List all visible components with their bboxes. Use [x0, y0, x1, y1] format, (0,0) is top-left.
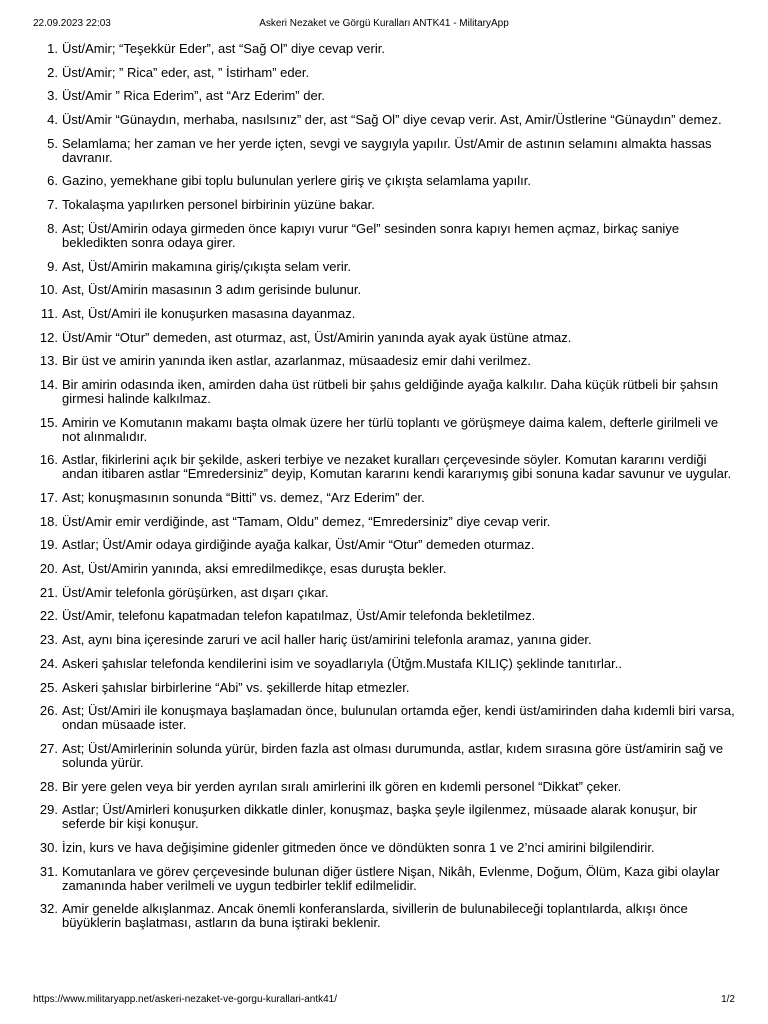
list-item-number: 9.: [47, 258, 58, 274]
list-item-text: Bir amirin odasında iken, amirden daha üst rütbeli bir şahıs geldiğinde ayağa kalkılır. Daha küçük rütbeli bir şahsın girmesi halinde kalkılmaz.: [62, 376, 719, 406]
list-item-number: 31.: [39, 863, 58, 879]
page-title: Askeri Nezaket ve Görgü Kuralları ANTK41 - MilitaryApp: [259, 18, 509, 29]
list-item-text: Ast, aynı bina içeresinde zaruri ve acil haller hariç üst/amirini telefonla aramaz, yanına gider.: [62, 632, 592, 648]
list-item: [0, 307, 735, 321]
list-item: [0, 89, 735, 103]
list-item-number: 4.: [47, 112, 58, 128]
list-item-text: Komutanlara ve görev çerçevesinde bulunan diğer üstlere Nişan, Nikâh, Evlenme, Doğum, Ölüm, Kaza gibi olaylar zamanında haber verilmeli ve uygun tedbirler teklif edilmelidir.: [62, 863, 720, 893]
list-item: [0, 222, 735, 250]
list-item-number: 20.: [39, 561, 58, 577]
list-item: [0, 681, 735, 695]
list-item: [0, 586, 735, 600]
list-item: [0, 42, 735, 56]
print-footer: [33, 993, 735, 1007]
list-item-text: Amirin ve Komutanın makamı başta olmak üzere her türlü toplantı ve görüşmeye daima kalem, defterle girilmeli ve not alınmalıdır.: [62, 414, 719, 444]
list-item-text: Ast; Üst/Amiri ile konuşmaya başlamadan önce, bulunulan ortamda eğer, kendi üst/amirinden daha kıdemli biri varsa, ondan müsaade ister.: [62, 703, 735, 733]
list-item-text: Ast; Üst/Amirlerinin solunda yürür, birden fazla ast olması durumunda, astlar, kıdem sırasına göre üst/amirin sağ ve solunda yürür.: [62, 740, 724, 770]
list-item: [0, 66, 735, 80]
list-item: [0, 841, 735, 855]
list-item-text: Askeri şahıslar birbirlerine “Abi” vs. şekillerde hitap etmezler.: [62, 679, 410, 695]
list-item-text: İzin, kurs ve hava değişimine gidenler gitmeden önce ve döndükten sonra 1 ve 2’nci amirini bilgilendirir.: [62, 839, 655, 855]
list-item-number: 8.: [47, 220, 58, 236]
list-item-text: Selamlama; her zaman ve her yerde içten, sevgi ve saygıyla yapılır. Üst/Amir de astının selamını almakta hassas davranır.: [62, 135, 712, 165]
list-item-text: Ast, Üst/Amirin yanında, aksi emredilmedikçe, esas duruşta bekler.: [62, 561, 447, 577]
list-item-number: 16.: [39, 452, 58, 468]
list-item-text: Ast, Üst/Amirin makamına giriş/çıkışta selam verir.: [62, 258, 351, 274]
list-item: [0, 633, 735, 647]
print-datetime: 22.09.2023 22:03: [33, 18, 111, 29]
print-header: [33, 17, 735, 31]
list-item-number: 22.: [39, 608, 58, 624]
list-item-text: Üst/Amir, telefonu kapatmadan telefon kapatılmaz, Üst/Amir telefonda bekletilmez.: [62, 608, 536, 624]
list-item-text: Üst/Amir “Otur” demeden, ast oturmaz, ast, Üst/Amirin yanında ayak ayak üstüne atmaz.: [62, 329, 572, 345]
list-item-number: 5.: [47, 135, 58, 151]
list-item: [0, 538, 735, 552]
list-item: [0, 283, 735, 297]
list-item: [0, 174, 735, 188]
list-item-number: 28.: [39, 778, 58, 794]
list-item: [0, 657, 735, 671]
list-item-number: 14.: [39, 376, 58, 392]
list-item-number: 21.: [39, 584, 58, 600]
list-item: [0, 515, 735, 529]
list-item: [0, 331, 735, 345]
list-item-text: Gazino, yemekhane gibi toplu bulunulan yerlere giriş ve çıkışta selamlama yapılır.: [62, 173, 531, 189]
list-item: [0, 198, 735, 212]
list-item: [0, 780, 735, 794]
list-item: [0, 137, 735, 165]
list-item-number: 25.: [39, 679, 58, 695]
list-item-text: Amir genelde alkışlanmaz. Ancak önemli konferanslarda, sivillerin de bulunabileceği toplantılarda, alkışı önce büyüklerin başlatması, astların da buna iştiraki beklenir.: [62, 901, 688, 931]
list-item-number: 26.: [39, 703, 58, 719]
list-item-text: Üst/Amir telefonla görüşürken, ast dışarı çıkar.: [62, 584, 329, 600]
list-item: [0, 491, 735, 505]
list-item-number: 27.: [39, 740, 58, 756]
list-item-text: Üst/Amir; ” Rica” eder, ast, ” İstirham” eder.: [62, 64, 310, 80]
list-item-number: 19.: [39, 537, 58, 553]
list-item-number: 17.: [39, 490, 58, 505]
list-item-number: 12.: [39, 329, 58, 345]
list-item-number: 32.: [39, 901, 58, 917]
list-item-number: 10.: [39, 282, 58, 298]
list-item-text: Ast; konuşmasının sonunda “Bitti” vs. demez, “Arz Ederim” der.: [62, 490, 425, 505]
list-item-text: Astlar; Üst/Amir odaya girdiğinde ayağa kalkar, Üst/Amir “Otur” demeden oturmaz.: [62, 537, 535, 553]
list-item: [0, 260, 735, 274]
list-item-text: Ast; Üst/Amirin odaya girmeden önce kapıyı vurur “Gel” sesinden sonra kapıyı hemen açmaz, birkaç saniye bekledikten sonra odaya girer.: [62, 220, 680, 250]
page-number: 1/2: [721, 994, 735, 1005]
list-item-text: Üst/Amir “Günaydın, merhaba, nasılsınız” der, ast “Sağ Ol” diye cevap verir. Ast, Amir/Üstlerine “Günaydın” demez.: [62, 112, 722, 128]
list-item: [0, 865, 735, 893]
list-item-number: 23.: [39, 632, 58, 648]
list-item: [0, 453, 735, 481]
list-item-number: 11.: [40, 305, 58, 321]
list-item-number: 30.: [39, 839, 58, 855]
list-item-number: 24.: [39, 655, 58, 671]
list-item-number: 6.: [47, 173, 58, 189]
list-item: [0, 354, 735, 368]
list-item-text: Üst/Amir ” Rica Ederim”, ast “Arz Ederim” der.: [62, 88, 325, 104]
list-item-text: Bir yere gelen veya bir yerden ayrılan sıralı amirlerini ilk gören en kıdemli personel “Dikkat” çeker.: [62, 778, 622, 794]
list-item-number: 1.: [47, 41, 58, 56]
list-item-number: 15.: [39, 414, 58, 430]
list-item-number: 18.: [39, 513, 58, 529]
list-item: [0, 803, 735, 831]
list-item-text: Tokalaşma yapılırken personel birbirinin yüzüne bakar.: [62, 197, 375, 213]
list-item-text: Astlar, fikirlerini açık bir şekilde, askeri terbiye ve nezaket kuralları çerçevesinde söyler. Komutan kararını verdiği andan itibaren astlar “Emredersiniz” deyip, Komutan kararını kendi kararıymış gibi sonuna kadar savunur ve uygular.: [62, 452, 732, 482]
list-item-number: 29.: [39, 802, 58, 818]
list-item: [0, 416, 735, 444]
list-item-number: 13.: [39, 353, 58, 369]
list-item: [0, 704, 735, 732]
list-item-number: 7.: [47, 197, 58, 213]
list-item: [0, 902, 735, 930]
list-item: [0, 113, 735, 127]
list-item-text: Bir üst ve amirin yanında iken astlar, azarlanmaz, müsaadesiz emir dahi verilmez.: [62, 353, 531, 369]
list-item-text: Üst/Amir; “Teşekkür Eder”, ast “Sağ Ol” diye cevap verir.: [62, 41, 385, 56]
list-item-text: Ast, Üst/Amirin masasının 3 adım gerisinde bulunur.: [62, 282, 362, 298]
list-item-number: 2.: [47, 64, 58, 80]
list-item-text: Askeri şahıslar telefonda kendilerini isim ve soyadlarıyla (Ütğm.Mustafa KILIÇ) şeklinde tanıtırlar..: [62, 655, 622, 671]
list-item-text: Ast, Üst/Amiri ile konuşurken masasına dayanmaz.: [62, 305, 356, 321]
list-item: [0, 562, 735, 576]
page-url[interactable]: https://www.militaryapp.net/askeri-nezaket-ve-gorgu-kurallari-antk41/: [33, 994, 338, 1005]
list-item: [0, 378, 735, 406]
list-item-text: Üst/Amir emir verdiğinde, ast “Tamam, Oldu” demez, “Emredersiniz” diye cevap verir.: [62, 513, 551, 529]
list-item: [0, 609, 735, 623]
list-item: [0, 742, 735, 770]
list-item-text: Astlar; Üst/Amirleri konuşurken dikkatle dinler, konuşmaz, başka şeyle ilgilenmez, müsaade alarak konuşur, bir seferde bir kişi konuşur.: [62, 802, 698, 832]
list-item-number: 3.: [47, 88, 58, 104]
rules-list: [0, 42, 735, 940]
